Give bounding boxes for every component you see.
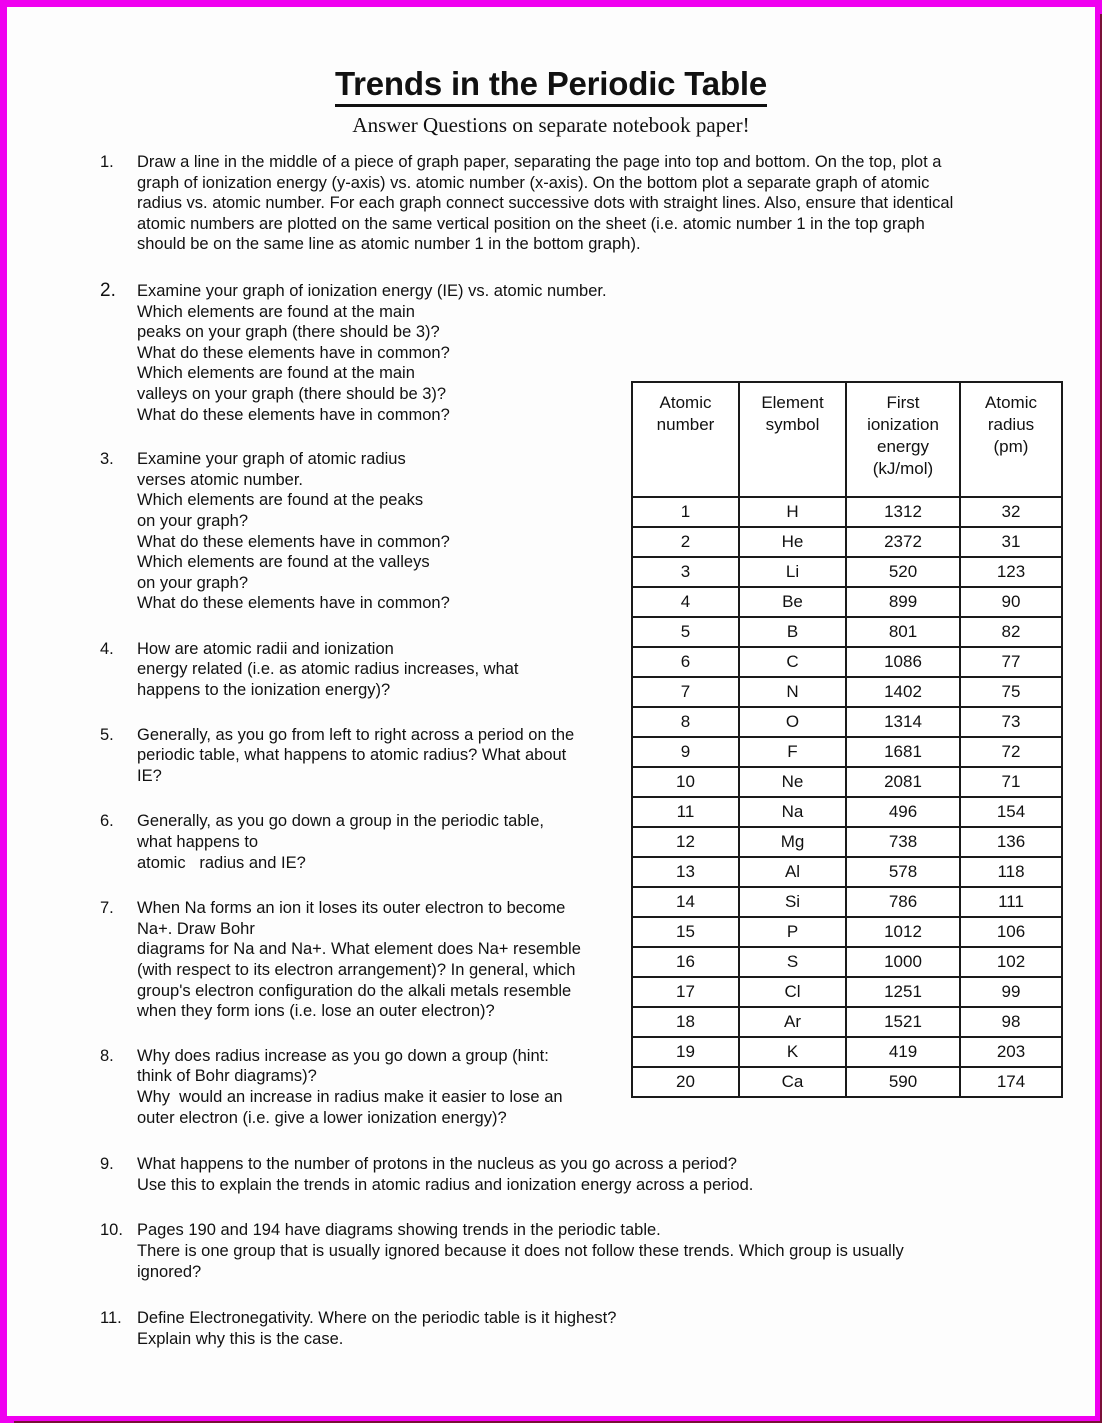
table-cell-first-ionization-energy: 801 [846,617,960,647]
table-cell-first-ionization-energy: 2372 [846,527,960,557]
question-text [137,1308,1017,1349]
table-cell-first-ionization-energy: 590 [846,1067,960,1097]
table-cell-atomic-number: 12 [632,827,739,857]
question-item [100,1220,1060,1282]
element-data-table [631,381,1063,1098]
question-line: radius vs. atomic number. For each graph connect successive dots with straight lines. Also, ensure that identical [137,194,954,213]
question-number: 6. [100,812,114,831]
question-line: There is one group that is usually ignored because it does not follow these trends. Which group is usually [137,1241,904,1260]
table-row [632,527,1062,557]
table-cell-element-symbol: K [739,1037,846,1067]
table-cell-element-symbol: Ne [739,767,846,797]
table-cell-element-symbol: O [739,707,846,737]
table-cell-first-ionization-energy: 738 [846,827,960,857]
table-cell-atomic-number: 8 [632,707,739,737]
table-row [632,707,1062,737]
table-cell-atomic-radius: 123 [960,557,1062,587]
table-row [632,1067,1062,1097]
question-text [137,1220,1017,1282]
question-line: group's electron configuration do the alkali metals resemble [137,981,572,1000]
table-cell-element-symbol: P [739,917,846,947]
question-line: Which elements are found at the peaks [137,491,424,510]
table-row [632,497,1062,527]
table-row [632,767,1062,797]
question-text [137,1154,1017,1195]
question-line: Which elements are found at the valleys [137,553,430,572]
question-number: 8. [100,1046,114,1065]
question-number: 10. [100,1221,123,1240]
question-line: outer electron (i.e. give a lower ionization energy)? [137,1108,507,1127]
table-header-atomic-radius [960,382,1062,497]
table-row [632,917,1062,947]
table-cell-first-ionization-energy: 1312 [846,497,960,527]
question-text [137,1046,637,1128]
question-number: 4. [100,639,114,658]
table-cell-atomic-radius: 98 [960,1007,1062,1037]
table-cell-element-symbol: Cl [739,977,846,1007]
element-data-table-container [631,381,1063,1098]
table-cell-first-ionization-energy: 1086 [846,647,960,677]
table-row [632,947,1062,977]
table-cell-element-symbol: Ar [739,1007,846,1037]
table-cell-first-ionization-energy: 520 [846,557,960,587]
table-header-line: First [886,393,920,412]
table-cell-atomic-radius: 106 [960,917,1062,947]
table-cell-atomic-number: 19 [632,1037,739,1067]
table-header-line: Element [761,393,824,412]
question-number: 5. [100,725,114,744]
table-row [632,887,1062,917]
table-header-line: Atomic [985,393,1037,412]
question-text [137,152,1060,255]
table-cell-first-ionization-energy: 1314 [846,707,960,737]
question-line: should be on the same line as atomic number 1 in the bottom graph). [137,235,641,254]
table-cell-atomic-radius: 90 [960,587,1062,617]
table-cell-first-ionization-energy: 1681 [846,737,960,767]
question-text [137,639,637,701]
table-cell-atomic-number: 5 [632,617,739,647]
table-cell-atomic-radius: 31 [960,527,1062,557]
worksheet-sheet [9,9,1093,1414]
table-cell-atomic-number: 11 [632,797,739,827]
table-cell-first-ionization-energy: 899 [846,587,960,617]
question-line: Use this to explain the trends in atomic radius and ionization energy across a period. [137,1175,754,1194]
question-line: valleys on your graph (there should be 3)? [137,384,447,403]
table-cell-atomic-radius: 72 [960,737,1062,767]
question-line: graph of ionization energy (y-axis) vs. atomic number (x-axis). On the bottom plot a separate graph of atomic [137,173,930,192]
table-cell-first-ionization-energy: 2081 [846,767,960,797]
question-line: atomic radius and IE? [137,853,306,872]
question-line: How are atomic radii and ionization [137,639,394,658]
question-item [100,1154,1060,1195]
question-line: Examine your graph of atomic radius [137,450,406,469]
table-row [632,857,1062,887]
table-cell-atomic-radius: 111 [960,887,1062,917]
table-row [632,617,1062,647]
question-line: When Na forms an ion it loses its outer electron to become [137,899,566,918]
question-line: Why would an increase in radius make it easier to lose an [137,1087,563,1106]
table-cell-atomic-number: 2 [632,527,739,557]
table-row [632,1007,1062,1037]
table-cell-first-ionization-energy: 1012 [846,917,960,947]
table-cell-first-ionization-energy: 1000 [846,947,960,977]
table-cell-atomic-number: 3 [632,557,739,587]
table-cell-atomic-number: 9 [632,737,739,767]
table-cell-atomic-number: 7 [632,677,739,707]
table-cell-atomic-radius: 82 [960,617,1062,647]
question-number: 11. [100,1309,122,1328]
question-number: 7. [100,899,114,918]
question-line: energy related (i.e. as atomic radius increases, what [137,660,519,679]
question-line: on your graph? [137,573,248,592]
table-cell-element-symbol: C [739,647,846,677]
table-cell-atomic-number: 17 [632,977,739,1007]
table-row [632,977,1062,1007]
table-cell-atomic-radius: 118 [960,857,1062,887]
page-title: Trends in the Periodic Table [335,66,767,107]
table-body [632,497,1062,1097]
table-cell-element-symbol: S [739,947,846,977]
table-cell-element-symbol: F [739,737,846,767]
table-cell-atomic-number: 20 [632,1067,739,1097]
table-cell-atomic-radius: 73 [960,707,1062,737]
table-cell-element-symbol: N [739,677,846,707]
table-header-row-group [632,382,1062,497]
table-cell-atomic-radius: 102 [960,947,1062,977]
question-line: What do these elements have in common? [137,532,450,551]
table-row [632,797,1062,827]
question-line: atomic numbers are plotted on the same vertical position on the sheet (i.e. atomic number 1 in the top graph [137,214,925,233]
table-header-line: number [656,415,715,434]
question-line: IE? [137,766,162,785]
question-line: What happens to the number of protons in the nucleus as you go across a period? [137,1155,737,1174]
table-cell-element-symbol: Be [739,587,846,617]
table-cell-first-ionization-energy: 496 [846,797,960,827]
question-line: (with respect to its electron arrangement)? In general, which [137,961,576,979]
question-line: ignored? [137,1262,202,1281]
title-block [9,9,1093,137]
table-header-line: (pm) [993,437,1029,456]
table-cell-atomic-radius: 77 [960,647,1062,677]
table-cell-atomic-number: 10 [632,767,739,797]
question-line: when they form ions (i.e. lose an outer electron)? [137,1002,495,1021]
table-row [632,1037,1062,1067]
question-text [137,281,637,425]
table-header-line: radius [987,415,1035,434]
question-line: What do these elements have in common? [137,594,450,613]
table-cell-atomic-number: 15 [632,917,739,947]
question-line: think of Bohr diagrams)? [137,1067,317,1086]
table-header-line: Atomic [659,393,712,412]
table-row [632,677,1062,707]
question-line: What do these elements have in common? [137,343,450,362]
table-cell-first-ionization-energy: 1251 [846,977,960,1007]
table-header-atomic-number [632,382,739,497]
table-row [632,647,1062,677]
table-cell-first-ionization-energy: 1521 [846,1007,960,1037]
question-line: Define Electronegativity. Where on the periodic table is it highest? [137,1309,617,1328]
table-cell-atomic-number: 16 [632,947,739,977]
question-line: Na+. Draw Bohr [137,919,255,938]
table-cell-atomic-number: 13 [632,857,739,887]
table-header-row [632,382,1062,497]
table-header-line: energy [877,437,929,456]
table-cell-atomic-radius: 99 [960,977,1062,1007]
table-cell-atomic-number: 18 [632,1007,739,1037]
question-text [137,725,637,787]
table-cell-element-symbol: H [739,497,846,527]
table-header-element-symbol [739,382,846,497]
table-cell-element-symbol: Ca [739,1067,846,1097]
question-line: Why does radius increase as you go down a group (hint: [137,1046,549,1065]
table-row [632,587,1062,617]
table-cell-atomic-number: 1 [632,497,739,527]
question-number: 1. [100,153,114,171]
table-cell-atomic-radius: 154 [960,797,1062,827]
table-cell-element-symbol: B [739,617,846,647]
question-line: periodic table, what happens to atomic radius? What about [137,746,567,765]
table-cell-atomic-number: 4 [632,587,739,617]
table-cell-first-ionization-energy: 786 [846,887,960,917]
question-line: Generally, as you go from left to right across a period on the [137,725,575,744]
question-text [137,898,637,1022]
question-line: Which elements are found at the main [137,302,415,321]
table-row [632,827,1062,857]
question-line: verses atomic number. [137,470,303,489]
table-cell-first-ionization-energy: 578 [846,857,960,887]
question-line: what happens to [137,833,259,852]
question-line: What do these elements have in common? [137,405,450,424]
question-line: Draw a line in the middle of a piece of graph paper, separating the page into top and bottom. On the top, plot a [137,153,942,171]
question-text [137,811,637,873]
table-cell-first-ionization-energy: 1402 [846,677,960,707]
table-cell-element-symbol: Si [739,887,846,917]
question-item [100,1308,1060,1349]
question-line: on your graph? [137,511,248,530]
table-header-line: (kJ/mol) [872,459,934,478]
table-cell-atomic-number: 6 [632,647,739,677]
table-row [632,557,1062,587]
question-line: peaks on your graph (there should be 3)? [137,323,440,342]
question-number: 2. [100,279,116,301]
table-cell-atomic-radius: 71 [960,767,1062,797]
question-line: Examine your graph of ionization energy (IE) vs. atomic number. [137,281,607,300]
table-cell-first-ionization-energy: 419 [846,1037,960,1067]
table-cell-atomic-radius: 174 [960,1067,1062,1097]
table-cell-element-symbol: Al [739,857,846,887]
question-line: happens to the ionization energy)? [137,681,391,700]
table-row [632,737,1062,767]
table-cell-atomic-radius: 32 [960,497,1062,527]
question-number: 9. [100,1155,114,1174]
table-cell-atomic-radius: 136 [960,827,1062,857]
question-line: Pages 190 and 194 have diagrams showing trends in the periodic table. [137,1221,661,1240]
question-line: Generally, as you go down a group in the periodic table, [137,812,544,831]
page-subtitle: Answer Questions on separate notebook paper! [352,112,750,137]
table-cell-atomic-radius: 203 [960,1037,1062,1067]
question-number: 3. [100,450,114,469]
table-cell-element-symbol: Na [739,797,846,827]
table-cell-element-symbol: He [739,527,846,557]
table-cell-element-symbol: Li [739,557,846,587]
table-header-line: symbol [765,415,820,434]
question-line: diagrams for Na and Na+. What element does Na+ resemble [137,940,581,959]
table-cell-element-symbol: Mg [739,827,846,857]
table-cell-atomic-number: 14 [632,887,739,917]
table-header-line: ionization [867,415,939,434]
table-cell-atomic-radius: 75 [960,677,1062,707]
question-line: Explain why this is the case. [137,1329,344,1348]
question-line: Which elements are found at the main [137,364,415,383]
question-item [100,152,1060,255]
table-header-first-ionization-energy [846,382,960,497]
question-text [137,449,637,614]
